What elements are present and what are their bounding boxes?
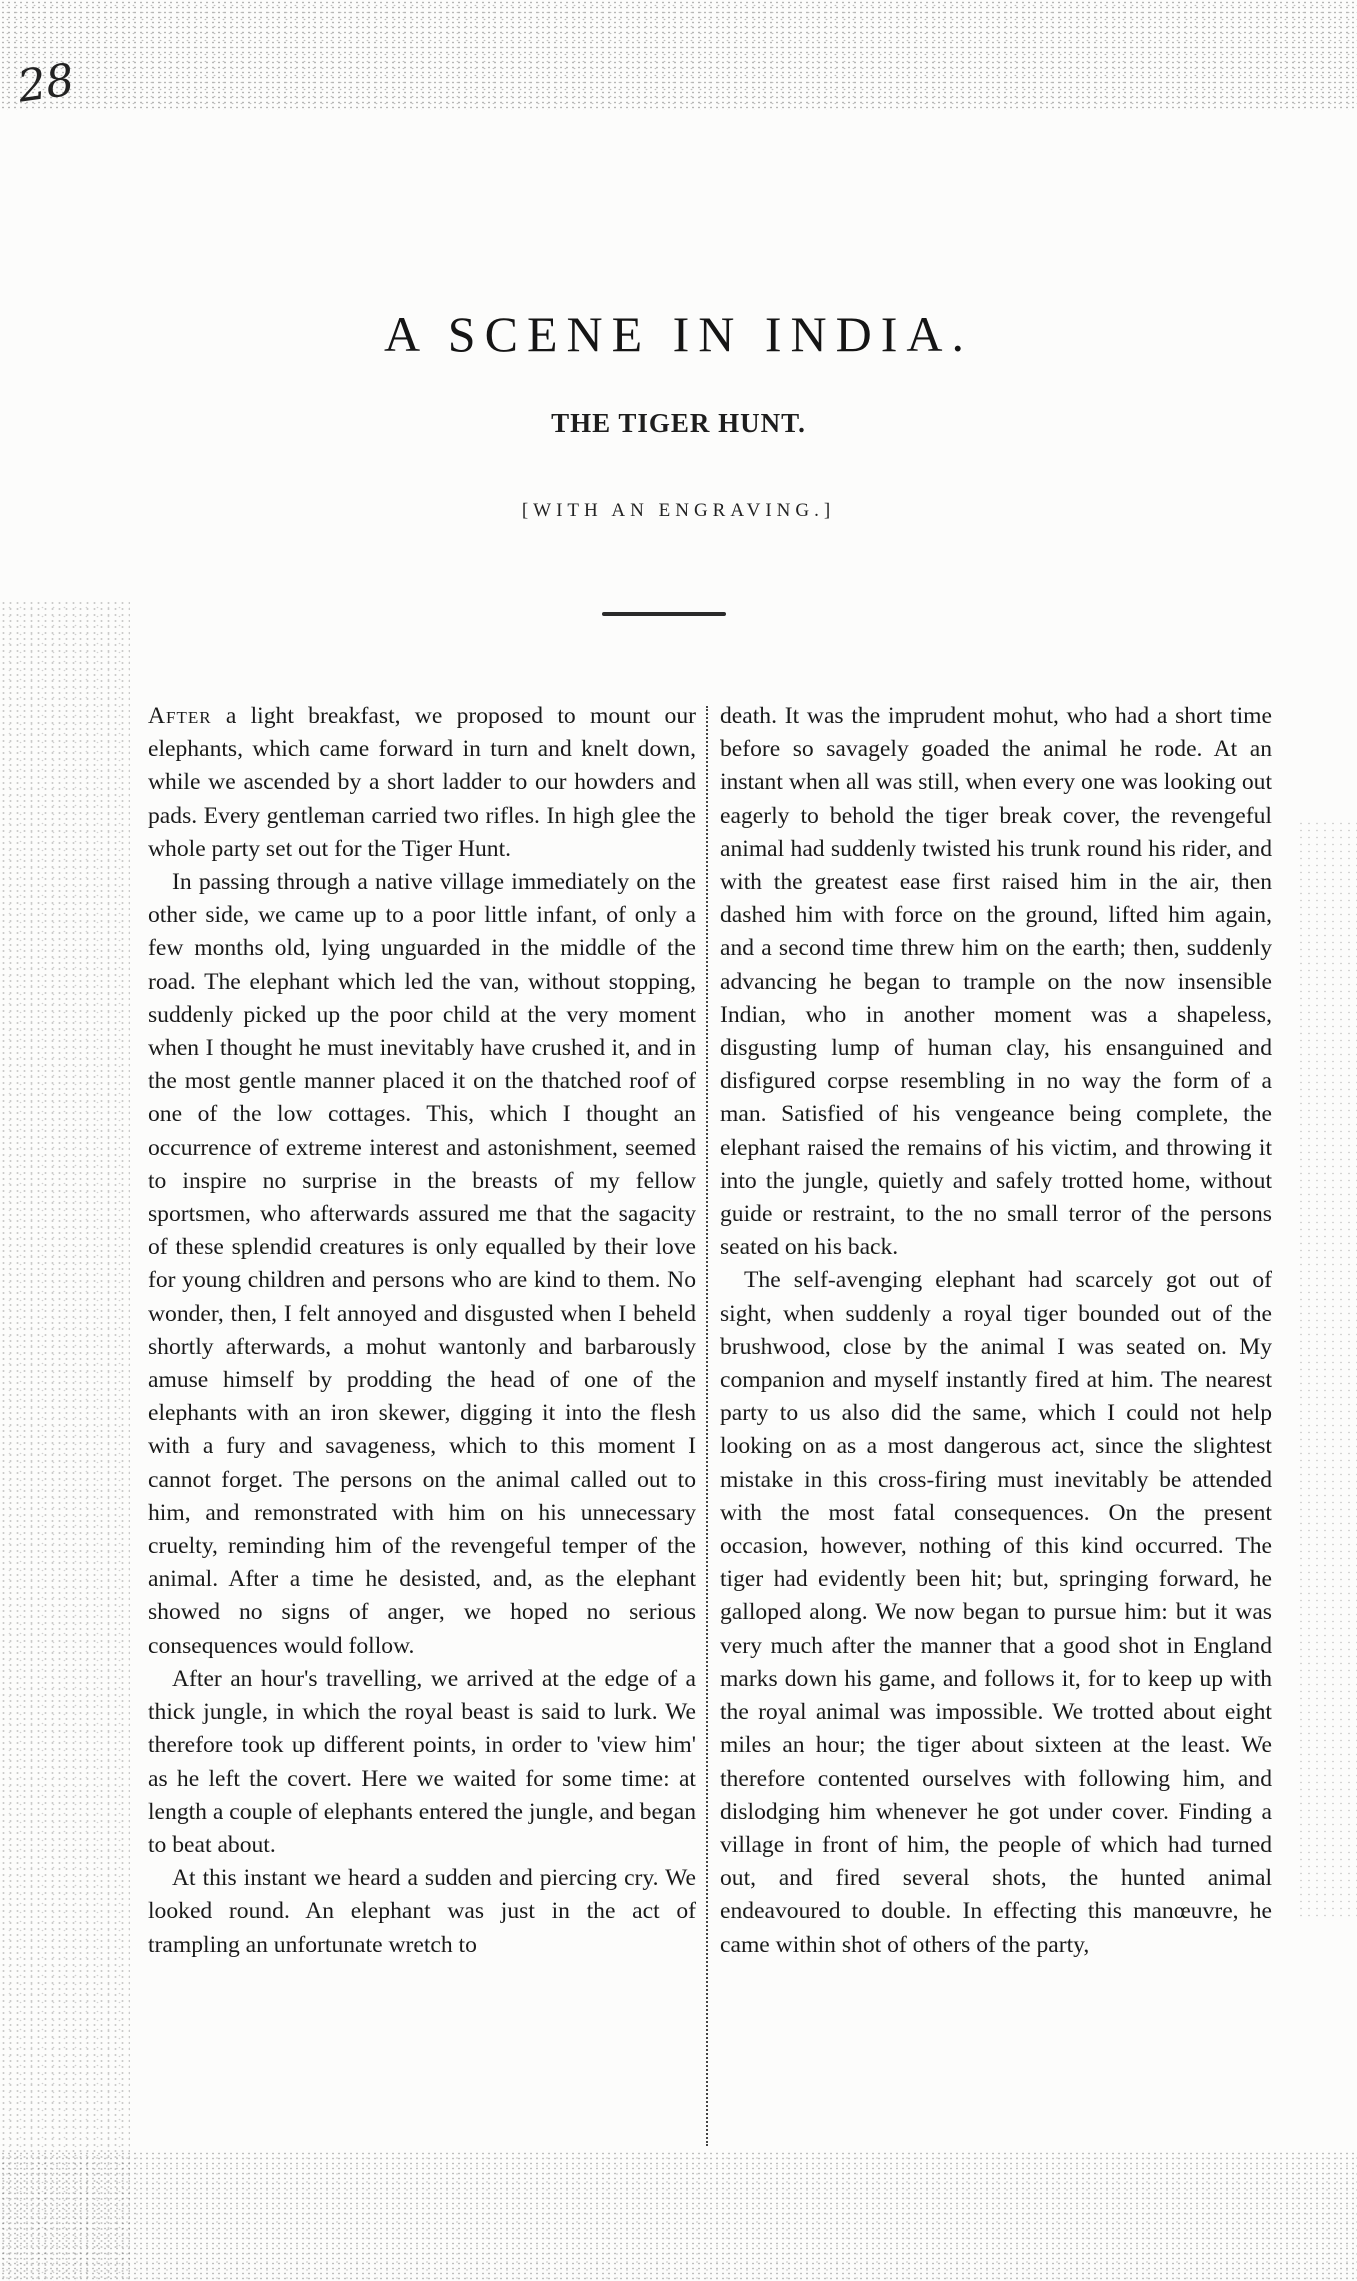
paragraph-2: In passing through a native village immediately on the other side, we came up to a poor little infant, of only a few months old, lying unguarded in the middle of the road. The elephant which led the van, without stopping, suddenly picked up the poor child at the very moment when I thought he must inevitably have crushed it, and in the most gentle manner placed it on the thatched roof of one of the low cottages. This, which I thought an occurrence of extreme interest and astonishment, seemed to inspire no surprise in the breasts of my fellow sportsmen, who afterwards assured me that the sagacity of these splendid creatures is only equalled by their love for young children and persons who are kind to them. No wonder, then, I felt annoyed and disgusted when I beheld shortly afterwards, a mohut wantonly and barbarously amuse himself by prodding the head of one of the elephants with an iron skewer, digging it into the flesh with a fury and savageness, which to this moment I cannot forget. The persons on the animal called out to him, and remonstrated with him on his unnecessary cruelty, reminding him of the revengeful temper of the animal. After a time he desisted, and, as the elephant showed no signs of anger, we hoped no serious consequences would follow. [148,869,696,1659]
paragraph-4: At this instant we heard a sudden and piercing cry. We looked round. An elephant was just in the act of trampling an unfortunate wretch to [148,1865,696,1958]
engraving-note: [WITH AN ENGRAVING.] [521,500,836,521]
paragraph-6: The self-avenging elephant had scarcely got out of sight, when suddenly a royal tiger bounded out of the brushwood, close by the animal I was seated on. My companion and myself instantly fired at him. The nearest party to us also did the same, which I could not help looking on as a most dangerous act, since the slightest mistake in this cross-firing must inevitably be attended with the most fatal consequences. On the present occasion, however, nothing of this kind occurred. The tiger had evidently been hit; but, springing forward, he galloped along. We now began to pursue him: but it was very much after the manner that a good shot in England marks down his game, and follows it, for to keep up with the royal animal was impossible. We trotted about eight miles an hour; the tiger about sixteen at the least. We therefore contented ourselves with following him, and dislodging him whenever he got under cover. Finding a village in front of him, the people of which had turned out, and fired several shots, the hunted animal endeavoured to double. In effecting this manœuvre, he came within shot of others of the party, [720,1267,1272,1958]
scan-noise-bottom [0,2151,1357,2281]
scan-noise-left [0,600,130,2281]
column-rule [706,706,708,2146]
paragraph-3: After an hour's travelling, we arrived at the edge of a thick jungle, in which the royal beast is said to lurk. We therefore took up different points, in order to 'view him' as he left the covert. Here we waited for some time: at length a couple of elephants entered the jungle, and began to beat about. [148,1665,696,1858]
article-subtitle: THE TIGER HUNT. [551,408,806,438]
paragraph-1 [148,700,696,866]
right-column [720,700,1272,1962]
page-number: 28 [14,54,78,113]
left-column [148,700,696,1962]
title-divider [602,612,726,616]
paragraph-5: death. It was the imprudent mohut, who had a short time before so savagely goaded the animal he rode. At an instant when all was still, when every one was looking out eagerly to behold the tiger break cover, the revengeful animal had suddenly twisted his trunk round his rider, and with the greatest ease first raised him in the air, then dashed him with force on the ground, lifted him again, and a second time threw him on the earth; then, suddenly advancing he began to trample on the now insensible Indian, who in another moment was a shapeless, disgusting lump of human clay, his ensanguined and disfigured corpse resembling in no way the form of a man. Satisfied of his vengeance being complete, the elephant raised the remains of his victim, and throwing it into the jungle, quietly and safely trotted home, without guide or restraint, to the no small terror of the persons seated on his back. [720,703,1272,1261]
scan-noise-top [0,0,1357,113]
dropcap-word: After [148,703,212,729]
article-title: A SCENE IN INDIA. [383,306,974,362]
scan-noise-right [1297,820,1357,1920]
paragraph-1-text: a light breakfast, we proposed to mount our elephants, which came forward in turn and knelt down, while we ascended by a short ladder to our howders and pads. Every gentleman carried two rifles. In high glee the whole party set out for the Tiger Hunt. [148,703,696,862]
